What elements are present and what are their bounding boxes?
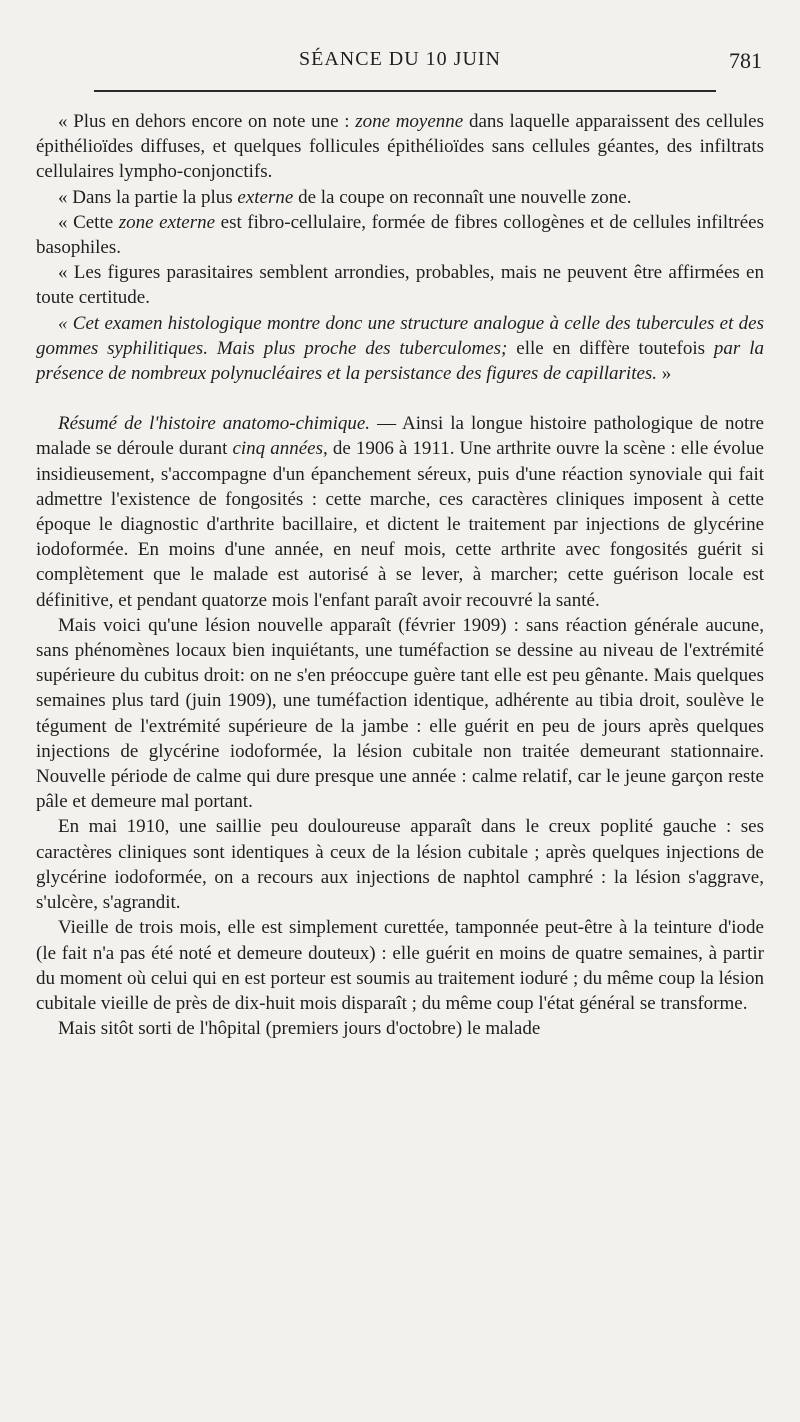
text-run: « Plus en dehors encore on note une : bbox=[58, 111, 356, 132]
italic-text: « Cet examen histologique montre donc une structure analogue à celle des tubercules et des gommes syphilitiques. Mais plus proche des tuberculomes; bbox=[36, 312, 764, 359]
italic-text: Résumé de l'histoire anatomo-chimique. bbox=[58, 413, 371, 435]
running-title: SÉANCE DU 10 JUIN bbox=[299, 48, 501, 70]
italic-text: zone moyenne bbox=[355, 111, 464, 132]
paragraph bbox=[36, 185, 764, 210]
text-run: dans laquelle apparaissent des cellules épithélioïdes diffuses, et quelques follicules épithélioïdes sans cellules géantes, des infiltrats cellulaires lympho-conjonctifs. bbox=[36, 111, 764, 183]
paragraph bbox=[36, 915, 764, 1016]
text-run: Mais voici qu'une lésion nouvelle apparaît (février 1909) : sans réaction générale aucune, sans phénomènes locaux bien inquiétants, une tuméfaction se dessine au niveau de l'extrémité supérieure du cubitus droit: on ne s'en préoccupe guère tant elle est peu gênante. Mais quelques semaines plus tard (juin 1909), une tuméfaction identique, adhérente au tibia droit, soulève le tégument de l'extrémité supérieure de la jambe : elle guérit en peu de jours après quelques injections de glycérine iodoformée, la lésion cubitale non traitée demeurant stationnaire. Nouvelle période de calme qui dure presque une année : calme relatif, car le jeune garçon reste pâle et demeure mal portant. bbox=[36, 614, 764, 813]
text-run: est fibro-cellulaire, formée de fibres collogènes et de cellules infiltrées basophiles. bbox=[36, 211, 764, 259]
text-run: En mai 1910, une saillie peu douloureuse apparaît dans le creux poplité gauche : ses caractères cliniques sont identiques à ceux de la lésion cubitale ; après quelques injections de glycérine iodoformée, on a recours aux injections de naphtol camphré : la lésion s'aggrave, s'ulcère, s'agrandit. bbox=[36, 816, 764, 914]
text-run: « Cette bbox=[58, 211, 119, 233]
body-text bbox=[36, 109, 764, 1041]
paragraph bbox=[36, 613, 764, 815]
text-run: « Les figures parasitaires semblent arrondies, probables, mais ne peuvent être affirmées en toute certitude. bbox=[36, 262, 764, 309]
document-page bbox=[36, 48, 764, 1041]
text-run: , de 1906 à 1911. Une arthrite ouvre la scène : elle évolue insidieusement, s'accompagne d'un épanchement séreux, puis d'une réaction synoviale qui fait admettre l'existence de fongosités : cette marche, ces caractères cliniques imposent à cette époque le diagnostic d'arthrite bacillaire, et dictent le traitement par injections de glycérine iodoformée. En moins d'une année, en neuf mois, cette arthrite avec fongosités guérit si complètement que le malade est autorisé à se lever, à marcher; cette guérison locale est définitive, et pendant quatorze mois l'enfant paraît avoir recouvré la santé. bbox=[36, 438, 764, 611]
paragraph bbox=[36, 260, 764, 310]
text-run: elle en diffère toutefois bbox=[507, 337, 714, 359]
text-run: Mais sitôt sorti de l'hôpital (premiers jours d'octobre) le malade bbox=[58, 1018, 541, 1040]
paragraph bbox=[36, 814, 764, 915]
paragraph bbox=[36, 311, 764, 387]
italic-text: zone externe bbox=[118, 211, 216, 233]
page-header bbox=[36, 48, 764, 78]
paragraph bbox=[36, 1016, 764, 1041]
text-run: » bbox=[657, 363, 672, 385]
text-run: — Ainsi la longue histoire pathologique de notre malade se déroule durant bbox=[36, 413, 764, 460]
page-number: 781 bbox=[729, 48, 762, 73]
text-run: Vieille de trois mois, elle est simplement curettée, tamponnée peut-être à la teinture d'iode (le fait n'a pas été noté et demeure douteux) : elle guérit en moins de quatre semaines, à partir du moment où celui qui en est porteur est soumis au traitement ioduré ; du même coup la lésion cubitale vieille de près de dix-huit mois disparaît ; du même coup l'état général se transforme. bbox=[36, 917, 764, 1014]
text-run: « Dans la partie la plus bbox=[58, 186, 238, 208]
italic-text: par la présence de nombreux polynucléaires et la persistance des figures de capillarites. bbox=[36, 337, 764, 385]
paragraph bbox=[36, 109, 764, 185]
paragraph bbox=[36, 210, 764, 260]
header-rule bbox=[94, 90, 716, 92]
italic-text: externe bbox=[237, 186, 294, 208]
section-paragraph bbox=[36, 411, 764, 613]
text-run: de la coupe on reconnaît une nouvelle zone. bbox=[293, 186, 632, 208]
italic-text: cinq années bbox=[232, 438, 324, 460]
